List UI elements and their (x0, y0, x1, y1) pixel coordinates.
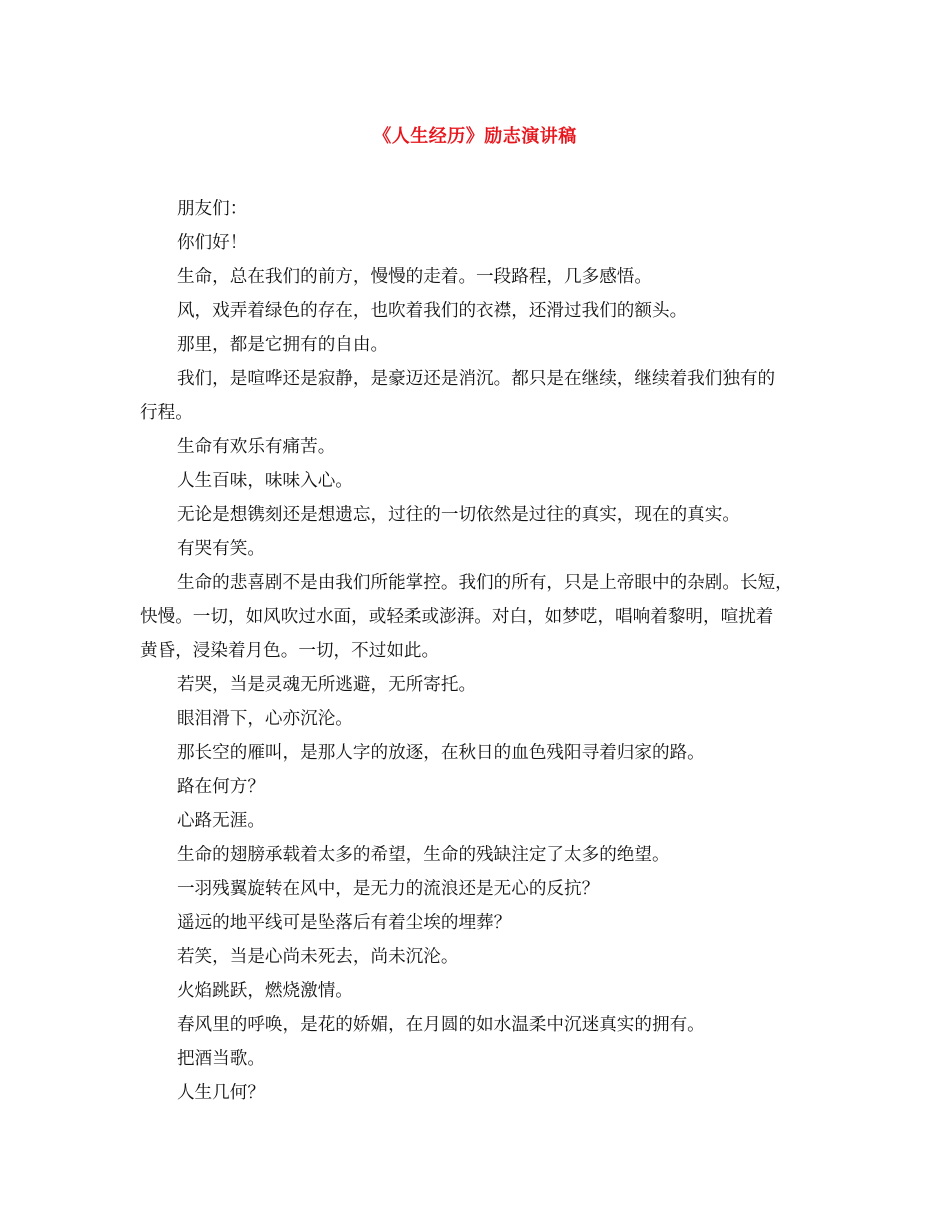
paragraph-line: 有哭有笑。 (176, 539, 265, 559)
paragraph-line: 遥远的地平线可是坠落后有着尘埃的埋葬？ (176, 913, 512, 933)
paragraph-line: 若笑，当是心尚未死去，尚未沉沦。 (176, 947, 459, 967)
paragraph-line: 人生几何？ (176, 1083, 265, 1103)
paragraph-line: 把酒当歌。 (176, 1049, 265, 1069)
paragraph-line: 春风里的呼唤，是花的娇媚，在月圆的如水温柔中沉迷真实的拥有。 (176, 1015, 705, 1035)
paragraph-line: 我们，是喧哗还是寂静，是豪迈还是消沉。都只是在继续，继续着我们独有的 (176, 369, 776, 389)
document-body (140, 192, 812, 1110)
paragraph-line: 那长空的雁叫，是那人字的放逐，在秋日的血色残阳寻着归家的路。 (176, 743, 705, 763)
paragraph-line: 火焰跳跃，燃烧激情。 (176, 981, 353, 1001)
paragraph-line: 你们好！ (176, 233, 248, 253)
paragraph-line: 人生百味，味味入心。 (176, 471, 353, 491)
paragraph-line: 生命的悲喜剧不是由我们所能掌控。我们的所有，只是上帝眼中的杂剧。长短， (176, 573, 793, 593)
document-title: 《人生经历》励志演讲稿 (373, 126, 577, 147)
paragraph-continuation-line: 行程。 (140, 403, 193, 423)
paragraph-line: 路在何方？ (176, 777, 265, 797)
paragraph-line: 风，戏弄着绿色的存在，也吹着我们的衣襟，还滑过我们的额头。 (176, 301, 688, 321)
paragraph-line: 生命的翅膀承载着太多的希望，生命的残缺注定了太多的绝望。 (176, 845, 670, 865)
paragraph-line: 若哭，当是灵魂无所逃避，无所寄托。 (176, 675, 477, 695)
paragraph-continuation-line: 快慢。一切，如风吹过水面，或轻柔或澎湃。对白，如梦呓，唱响着黎明，喧扰着 (140, 607, 774, 627)
paragraph-line: 朋友们： (176, 199, 248, 219)
paragraph-line: 一羽残翼旋转在风中，是无力的流浪还是无心的反抗？ (176, 879, 600, 899)
paragraph-line: 那里，都是它拥有的自由。 (176, 335, 389, 355)
paragraph-line: 生命，总在我们的前方，慢慢的走着。一段路程，几多感悟。 (176, 267, 652, 287)
paragraph-line: 心路无涯。 (176, 811, 265, 831)
paragraph-line: 生命有欢乐有痛苦。 (176, 437, 336, 457)
paragraph-continuation-line: 黄昏，浸染着月色。一切，不过如此。 (140, 641, 440, 661)
paragraph-line: 无论是想镌刻还是想遗忘，过往的一切依然是过往的真实，现在的真实。 (176, 505, 740, 525)
paragraph-line: 眼泪滑下，心亦沉沦。 (176, 709, 353, 729)
